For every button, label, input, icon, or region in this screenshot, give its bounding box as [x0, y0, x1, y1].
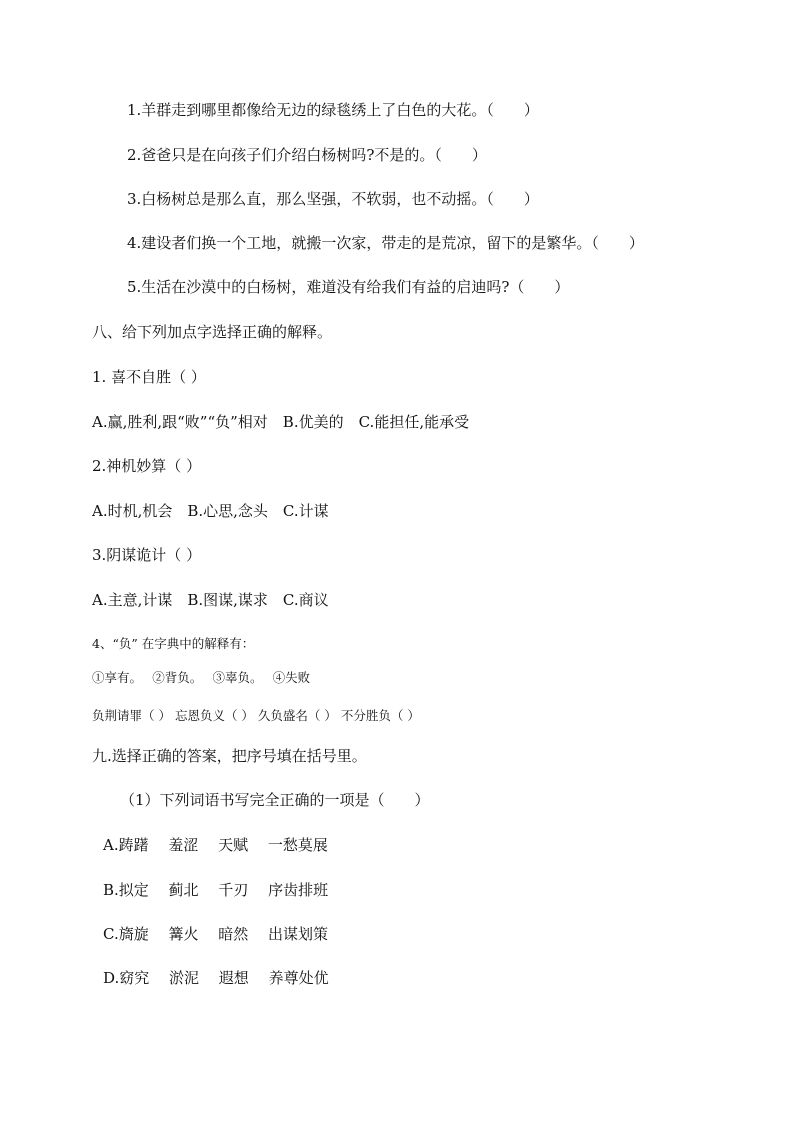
section8-question-4-options: ①享有。 ②背负。 ③辜负。 ④失败	[92, 670, 311, 685]
section7-item-2: 2.爸爸只是在向孩子们介绍白杨树吗?不是的。（ ）	[127, 146, 487, 164]
section7-item-3: 3.白杨树总是那么直，那么坚强，不软弱，也不动摇。（ ）	[127, 190, 539, 208]
section8-question-3-options: A.主意,计谋 B.图谋,谋求 C.商议	[92, 591, 329, 609]
section8-question-1-options: A.赢,胜利,跟“败”“负”相对 B.优美的 C.能担任,能承受	[92, 413, 470, 431]
section8-question-3: 3.阴谋诡计（ ）	[92, 546, 202, 564]
section9-option-c: C.旖旋 篝火 暗然 出谋划策	[103, 925, 329, 943]
section9-option-a: A.踌躇 羞涩 天赋 一愁莫展	[103, 836, 328, 854]
section7-item-1: 1.羊群走到哪里都像给无边的绿毯绣上了白色的大花。（ ）	[127, 101, 539, 119]
section8-question-2-options: A.时机,机会 B.心思,念头 C.计谋	[92, 502, 329, 520]
section8-question-4: 4、“负” 在字典中的解释有：	[92, 636, 255, 651]
section9-question-1: （1）下列词语书写完全正确的一项是（ ）	[120, 791, 430, 809]
section7-item-5: 5.生活在沙漠中的白杨树，难道没有给我们有益的启迪吗?（ ）	[127, 278, 570, 296]
section9-option-b: B.拟定 蓟北 千刃 序齿排班	[103, 881, 329, 899]
section8-question-4-words: 负荆请罪（ ） 忘恩负义（ ） 久负盛名（ ） 不分胜负（ ）	[92, 708, 420, 723]
section8-question-2: 2.神机妙算（ ）	[92, 457, 202, 475]
section7-item-4: 4.建设者们换一个工地，就搬一次家，带走的是荒凉，留下的是繁华。（ ）	[127, 234, 644, 252]
section8-title: 八、给下列加点字选择正确的解释。	[92, 323, 333, 341]
section9-title: 九.选择正确的答案，把序号填在括号里。	[92, 747, 367, 765]
section9-option-d: D.窈究 淤泥 遐想 养尊处优	[103, 969, 329, 987]
section8-question-1: 1. 喜不自胜（ ）	[92, 368, 206, 386]
